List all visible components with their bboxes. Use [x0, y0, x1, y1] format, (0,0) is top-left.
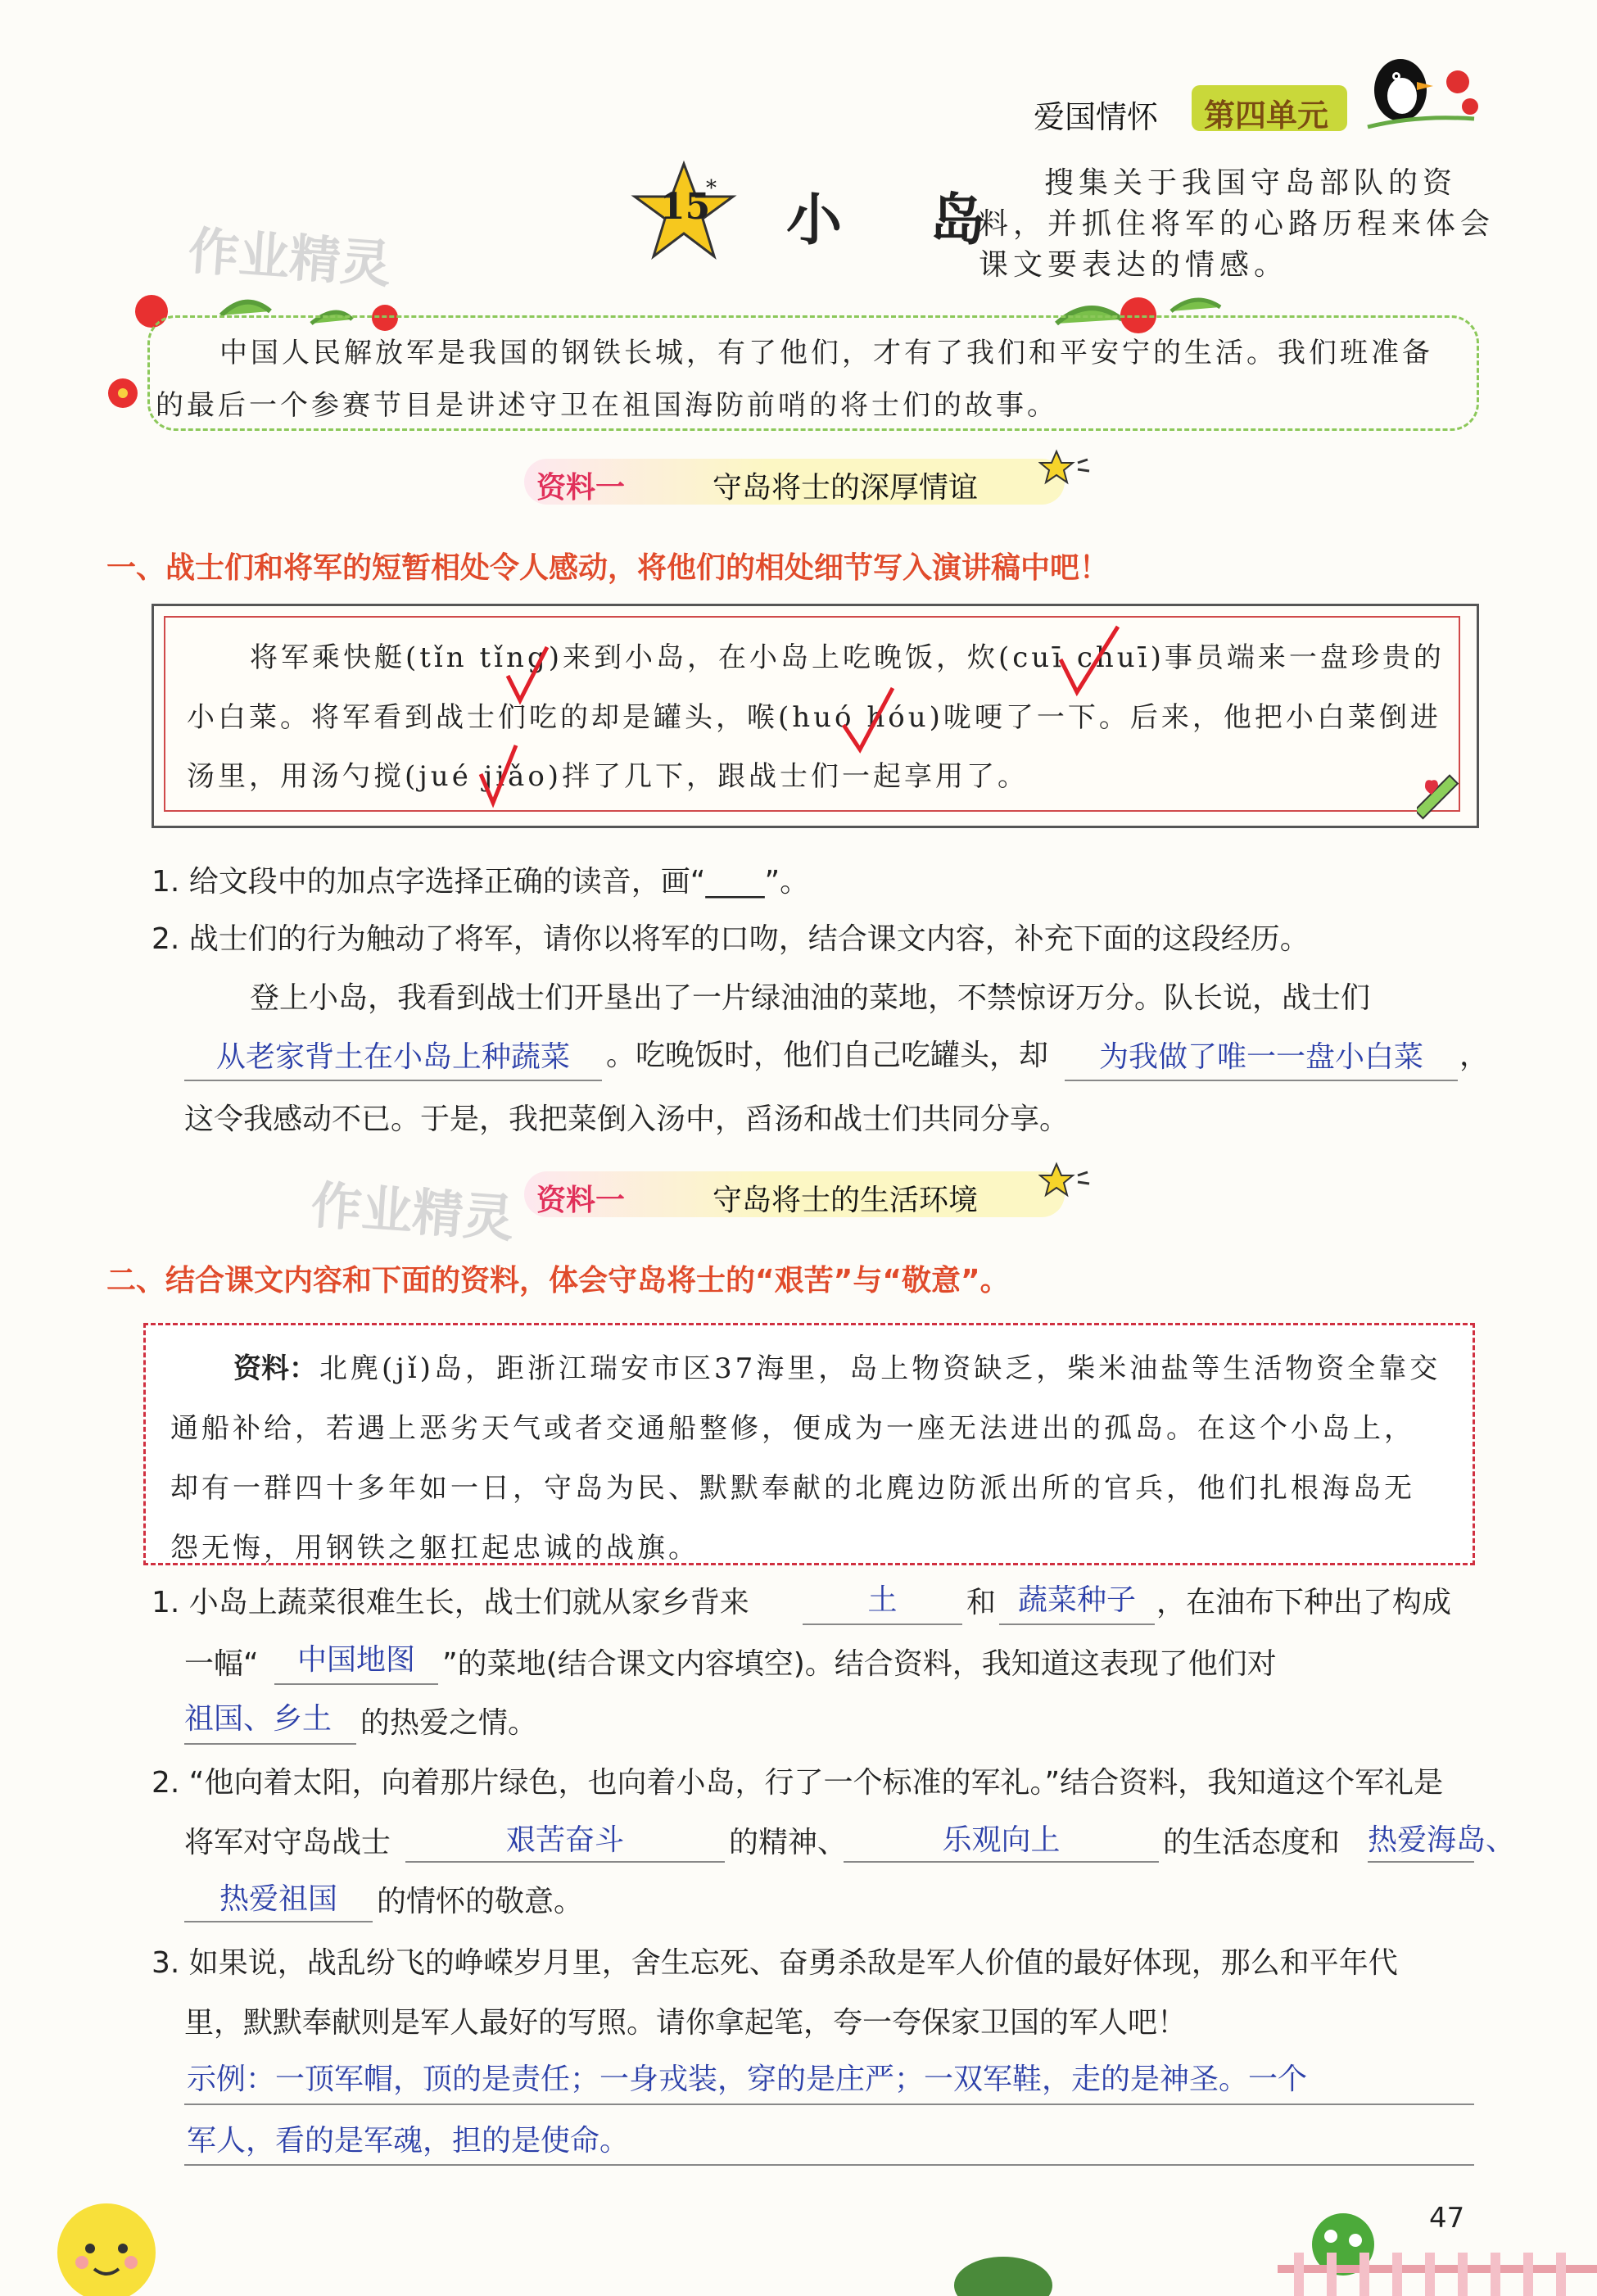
answer-line — [844, 1861, 1159, 1863]
material-label: 资料： — [233, 1352, 317, 1385]
material-line-4: 怨无悔，用钢铁之躯扛起忠诚的战旗。 — [170, 1532, 699, 1565]
section1-title: 守岛将士的深厚情谊 — [713, 471, 979, 505]
answer-line — [999, 1624, 1155, 1625]
q2-answer-2: 为我做了唯一一盘小白菜 — [1098, 1040, 1423, 1074]
pencil-heart-icon — [1417, 766, 1482, 831]
q2-answer-1: 从老家背土在小岛上种蔬菜 — [215, 1040, 570, 1074]
intro-box-line-1: 中国人民解放军是我国的钢铁长城，有了他们，才有了我们和平安宁的生活。我们班准备 — [219, 337, 1433, 369]
s2-q1-answer-4: 祖国、乡土 — [184, 1702, 333, 1736]
s2-q2-answer-2: 乐观向上 — [942, 1823, 1061, 1857]
page-number: 47 — [1429, 2202, 1465, 2235]
material-line-2: 通船补给，若遇上恶劣天气或者交通船整修，便成为一座无法进出的孤岛。在这个小岛上， — [170, 1412, 1415, 1445]
flower-icon — [102, 373, 143, 414]
s2-q1-part-2: 和 — [966, 1586, 997, 1619]
s2-q1-answer-3: 中国地图 — [296, 1643, 415, 1677]
s2-q2-part-4: 的生活态度和 — [1163, 1826, 1341, 1859]
bird-decoration-icon — [1351, 45, 1482, 143]
s2-q1-answer-1: 土 — [867, 1583, 898, 1617]
s2-q2-answer-1: 艰苦奋斗 — [505, 1823, 624, 1857]
check-mark-icon — [1061, 627, 1118, 692]
answer-line — [405, 1861, 725, 1863]
answer-line — [1368, 1861, 1474, 1863]
s2-q2-part-3: 的精神、 — [729, 1826, 848, 1859]
s2-q2-answer-3: 热爱海岛、 — [1368, 1823, 1516, 1857]
lesson-star-mark: * — [706, 176, 717, 201]
s2-q1-answer-2: 蔬菜种子 — [1017, 1583, 1136, 1617]
answer-line — [803, 1624, 962, 1625]
s2-q3-answer-2: 军人，看的是军魂，担的是使命。 — [187, 2124, 630, 2158]
s2-q2-answer-4: 热爱祖国 — [219, 1882, 337, 1916]
answer-line — [184, 2104, 1474, 2105]
check-mark-icon — [844, 688, 893, 749]
s2-q2-part-5: 的情怀的敬意。 — [377, 1885, 584, 1918]
lesson-intro-line-3: 课文要表达的情感。 — [979, 248, 1289, 282]
s2-q1-part-5: ”的菜地(结合课文内容填空)。结合资料，我知道这表现了他们对 — [442, 1647, 1277, 1681]
material-line-3: 却有一群四十多年如一日，守岛为民、默默奉献的北麂边防派出所的官兵，他们扎根海岛无 — [170, 1472, 1415, 1505]
checkmarks-overlay — [459, 610, 1163, 815]
s2-q2-part-1: 2. “他向着太阳，向着那片绿色，也向着小岛，行了一个标准的军礼。”结合资料，我知道这个军礼是 — [152, 1766, 1444, 1800]
s2-q1-part-3: ，在油布下种出了构成 — [1156, 1586, 1452, 1619]
section1-tag: 资料一 — [536, 471, 626, 505]
answer-line — [184, 1080, 602, 1081]
section2-tag: 资料一 — [536, 1184, 626, 1217]
intro-box-line-2: 的最后一个参赛节目是讲述守卫在祖国海防前哨的将士们的故事。 — [156, 389, 1058, 422]
check-mark-icon — [508, 647, 547, 700]
section1-heading: 一、战士们和将军的短暂相处令人感动，将他们的相处细节写入演讲稿中吧！ — [106, 551, 1110, 585]
answer-line — [184, 1743, 356, 1745]
section2-title: 守岛将士的生活环境 — [713, 1184, 979, 1217]
star-sparkle-icon — [1038, 1161, 1096, 1202]
header-unit: 第四单元 — [1204, 97, 1329, 134]
header-theme: 爱国情怀 — [1034, 99, 1159, 135]
s2-q1-part-6: 的热爱之情。 — [360, 1706, 538, 1740]
lesson-intro-line-1: 搜集关于我国守岛部队的资 — [1044, 166, 1458, 200]
q2-line-3: 这令我感动不已。于是，我把菜倒入汤中，舀汤和战士们共同分享。 — [184, 1103, 1070, 1136]
watermark: 作业精灵 — [309, 1175, 516, 1249]
material-line-1: 北麂(jǐ)岛，距浙江瑞安市区37海里，岛上物资缺乏，柴米油盐等生活物资全靠交 — [319, 1352, 1441, 1385]
answer-line — [274, 1683, 438, 1685]
passage-line-2: 小白菜。将军看到战士们吃的却是罐头，喉(huó hóu)咙哽了一下。后来，他把小白菜倒进 — [187, 701, 1441, 734]
q2-line-comma: ， — [1459, 1039, 1490, 1072]
q2-line-2: 。吃晚饭时，他们自己吃罐头，却 — [606, 1039, 1049, 1072]
s2-q3-line-2: 里，默默奉献则是军人最好的写照。请你拿起笔，夸一夸保家卫国的军人吧！ — [184, 2006, 1188, 2040]
star-sparkle-icon — [1038, 448, 1096, 489]
section1-q2: 2. 战士们的行为触动了将军，请你以将军的口吻，结合课文内容，补充下面的这段经历。 — [152, 922, 1310, 956]
sun-decoration-icon — [25, 2171, 188, 2296]
lesson-intro-line-2: 料，并抓住将军的心路历程来体会 — [979, 207, 1495, 241]
answer-line — [184, 1921, 373, 1922]
lesson-number: 15 — [660, 186, 711, 228]
passage-line-3: 汤里，用汤勺搅(jué jiǎo)拌了几下，跟战士们一起享用了。 — [187, 760, 1029, 793]
s2-q2-part-2: 将军对守岛战士 — [184, 1826, 391, 1859]
s2-q1-part-1: 1. 小岛上蔬菜很难生长，战士们就从家乡背来 — [152, 1586, 749, 1619]
answer-line — [184, 2164, 1474, 2166]
answer-line — [1065, 1080, 1458, 1081]
passage-line-1: 将军乘快艇(tǐn tǐng)来到小岛，在小岛上吃晚饭，炊(cuī chuī)事员端来一盘珍贵的 — [250, 641, 1445, 674]
check-mark-icon — [481, 745, 516, 803]
s2-q3-answer-1: 示例：一顶军帽，顶的是责任；一身戎装，穿的是庄严；一双军鞋，走的是神圣。一个 — [187, 2063, 1308, 2096]
s2-q1-part-4: 一幅“ — [184, 1647, 259, 1681]
s2-q3-line-1: 3. 如果说，战乱纷飞的峥嵘岁月里，舍生忘死、奋勇杀敌是军人价值的最好体现，那么和平年代 — [152, 1946, 1398, 1980]
plant-decoration-icon — [942, 2236, 1065, 2296]
lesson-title: 小 岛 — [786, 188, 1002, 253]
watermark: 作业精灵 — [186, 220, 393, 295]
q2-line-1: 登上小岛，我看到战士们开垦出了一片绿油油的菜地，不禁惊讶万分。队长说，战士们 — [250, 981, 1371, 1015]
section1-q1: 1. 给文段中的加点字选择正确的读音，画“____”。 — [152, 865, 810, 899]
section2-heading: 二、结合课文内容和下面的资料，体会守岛将士的“艰苦”与“敬意”。 — [106, 1264, 1010, 1297]
